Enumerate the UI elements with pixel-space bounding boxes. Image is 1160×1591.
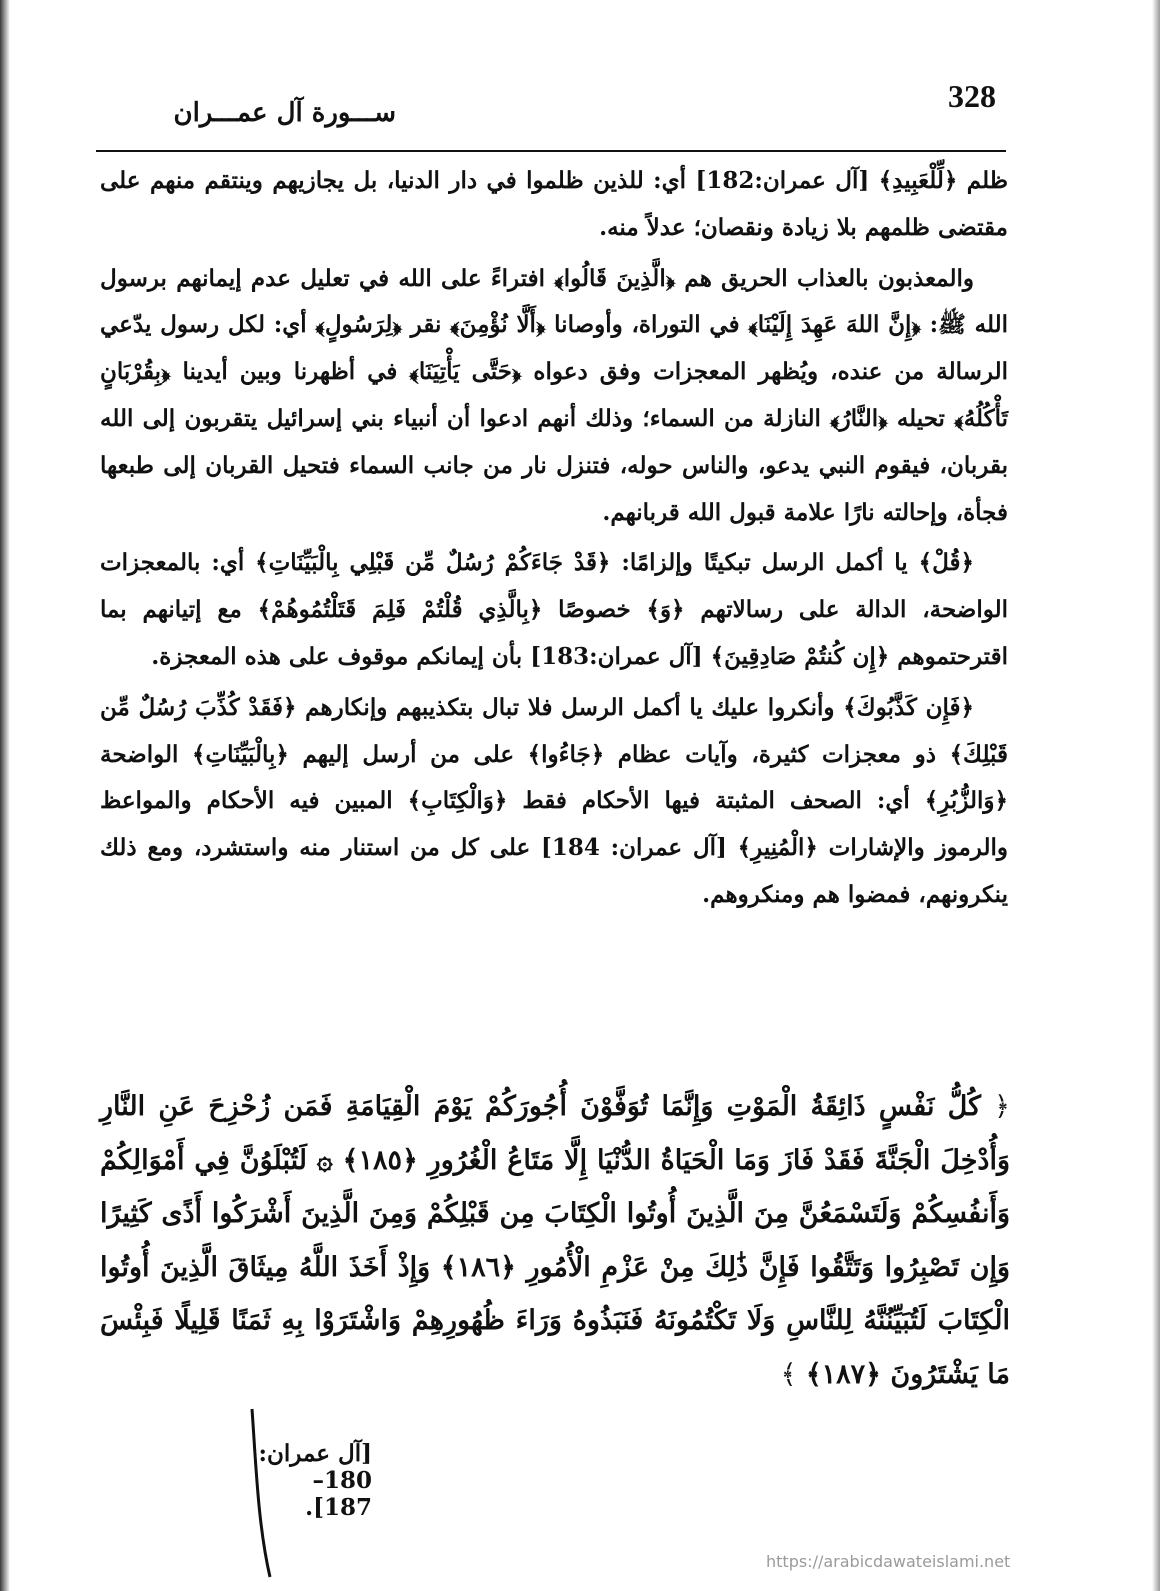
paragraph: ﴿قُلْ﴾ يا أكمل الرسل تبكيتًا وإلزامًا: ﴿قَدْ جَاءَكُمْ رُسُلٌ مِّن قَبْلِي بِالْبَيِّنَاتِ﴾ أي: بالمعجزات الواضحة، الدالة على رسالاتهم ﴿وَ﴾ خصوصًا ﴿بِالَّذِي قُلْتُمْ فَلِمَ قَتَلْتُمُوهُمْ﴾ مع إتيانهم بما اقترحتموهم ﴿إِن كُنتُمْ صَادِقِينَ﴾ [آل عمران:183] بأن إيمانكم موقوف على هذه المعجزة.: [100, 549, 1008, 670]
verse-reference: [آل عمران: 180–187].: [258, 1440, 372, 1521]
paragraph: والمعذبون بالعذاب الحريق هم ﴿الَّذِينَ قَالُوا﴾ افتراءً على الله في تعليل عدم إيمانهم برسول الله ﷺ: ﴿إِنَّ اللهَ عَهِدَ إِلَيْنَا﴾ في التوراة، وأوصانا ﴿أَلَّا نُؤْمِنَ﴾ نقر ﴿لِرَسُولٍ﴾ أي: لكل رسول يدّعي الرسالة من عنده، ويُظهر المعجزات وفق دعواه ﴿حَتَّى يَأْتِيَنَا﴾ في أظهرنا وبين أيدينا ﴿بِقُرْبَانٍ تَأْكُلُهُ﴾ تحيله ﴿النَّارُ﴾ النازلة من السماء؛ وذلك أنهم ادعوا أن أنبياء بني إسرائيل يتقربون إلى الله بقربان، فيقوم النبي يدعو، والناس حوله، فتنزل نار من جانب السماء فتحيل القربان إلى طبعها فجأة، وإحالته نارًا علامة قبول الله قربانهم.: [100, 264, 1008, 526]
scan-shadow-right: [1152, 0, 1160, 1591]
scan-shadow-left: [0, 0, 10, 1591]
verse-open-bracket: ﴿: [994, 1091, 1010, 1122]
pen-stroke-mark: [244, 1405, 284, 1580]
paragraph: ظلم ﴿لِّلْعَبِيدِ﴾ [آل عمران:182] أي: للذين ظلموا في دار الدنيا، بل يجازيهم وينتقم منهم على مقتضى ظلمهم بلا زيادة ونقصان؛ عدلاً منه.: [100, 167, 1008, 241]
verse-close-bracket: ﴾: [780, 1358, 797, 1390]
running-header: ســـورة آل عمـــران: [173, 98, 396, 128]
page-number: 328: [948, 78, 996, 114]
watermark: https://arabicdawateislami.net: [766, 1552, 1011, 1571]
header-rule: [96, 150, 1006, 152]
quran-verse-block: [100, 1080, 1010, 1456]
quran-verse-text: كُلُّ نَفْسٍ ذَائِقَةُ الْمَوْتِ وَإِنَّمَا تُوَفَّوْنَ أُجُورَكُمْ يَوْمَ الْقِيَامَةِ فَمَن زُحْزِحَ عَنِ النَّارِ وَأُدْخِلَ الْجَنَّةَ فَقَدْ فَازَ وَمَا الْحَيَاةُ الدُّنْيَا إِلَّا مَتَاعُ الْغُرُورِ ﴿١٨٥﴾ ۞ لَتُبْلَوُنَّ فِي أَمْوَالِكُمْ وَأَنفُسِكُمْ وَلَتَسْمَعُنَّ مِنَ الَّذِينَ أُوتُوا الْكِتَابَ مِن قَبْلِكُمْ وَمِنَ الَّذِينَ أَشْرَكُوا أَذًى كَثِيرًا وَإِن تَصْبِرُوا وَتَتَّقُوا فَإِنَّ ذَٰلِكَ مِنْ عَزْمِ الْأُمُورِ ﴿١٨٦﴾ وَإِذْ أَخَذَ اللَّهُ مِيثَاقَ الَّذِينَ أُوتُوا الْكِتَابَ لَتُبَيِّنُنَّهُ لِلنَّاسِ وَلَا تَكْتُمُونَهُ فَنَبَذُوهُ وَرَاءَ ظُهُورِهِمْ وَاشْتَرَوْا بِهِ ثَمَنًا قَلِيلًا فَبِئْسَ مَا يَشْتَرُونَ ﴿١٨٧﴾: [100, 1091, 1010, 1390]
commentary-body: [100, 158, 1008, 1073]
paragraph: ﴿فَإِن كَذَّبُوكَ﴾ وأنكروا عليك يا أكمل الرسل فلا تبال بتكذيبهم وإنكارهم ﴿فَقَدْ كُذِّبَ رُسُلٌ مِّن قَبْلِكَ﴾ ذو معجزات كثيرة، وآيات عظام ﴿جَاءُوا﴾ على من أرسل إليهم ﴿بِالْبَيِّنَاتِ﴾ الواضحة ﴿وَالزُّبُرِ﴾ أي: الصحف المثبتة فيها الأحكام فقط ﴿وَالْكِتَابِ﴾ المبين فيه الأحكام والمواعظ والرموز والإشارات ﴿الْمُنِيرِ﴾ [آل عمران: 184] على كل من استنار منه واستشرد، ومع ذلك ينكرونهم، فمضوا هم ومنكروهم.: [100, 693, 1008, 908]
